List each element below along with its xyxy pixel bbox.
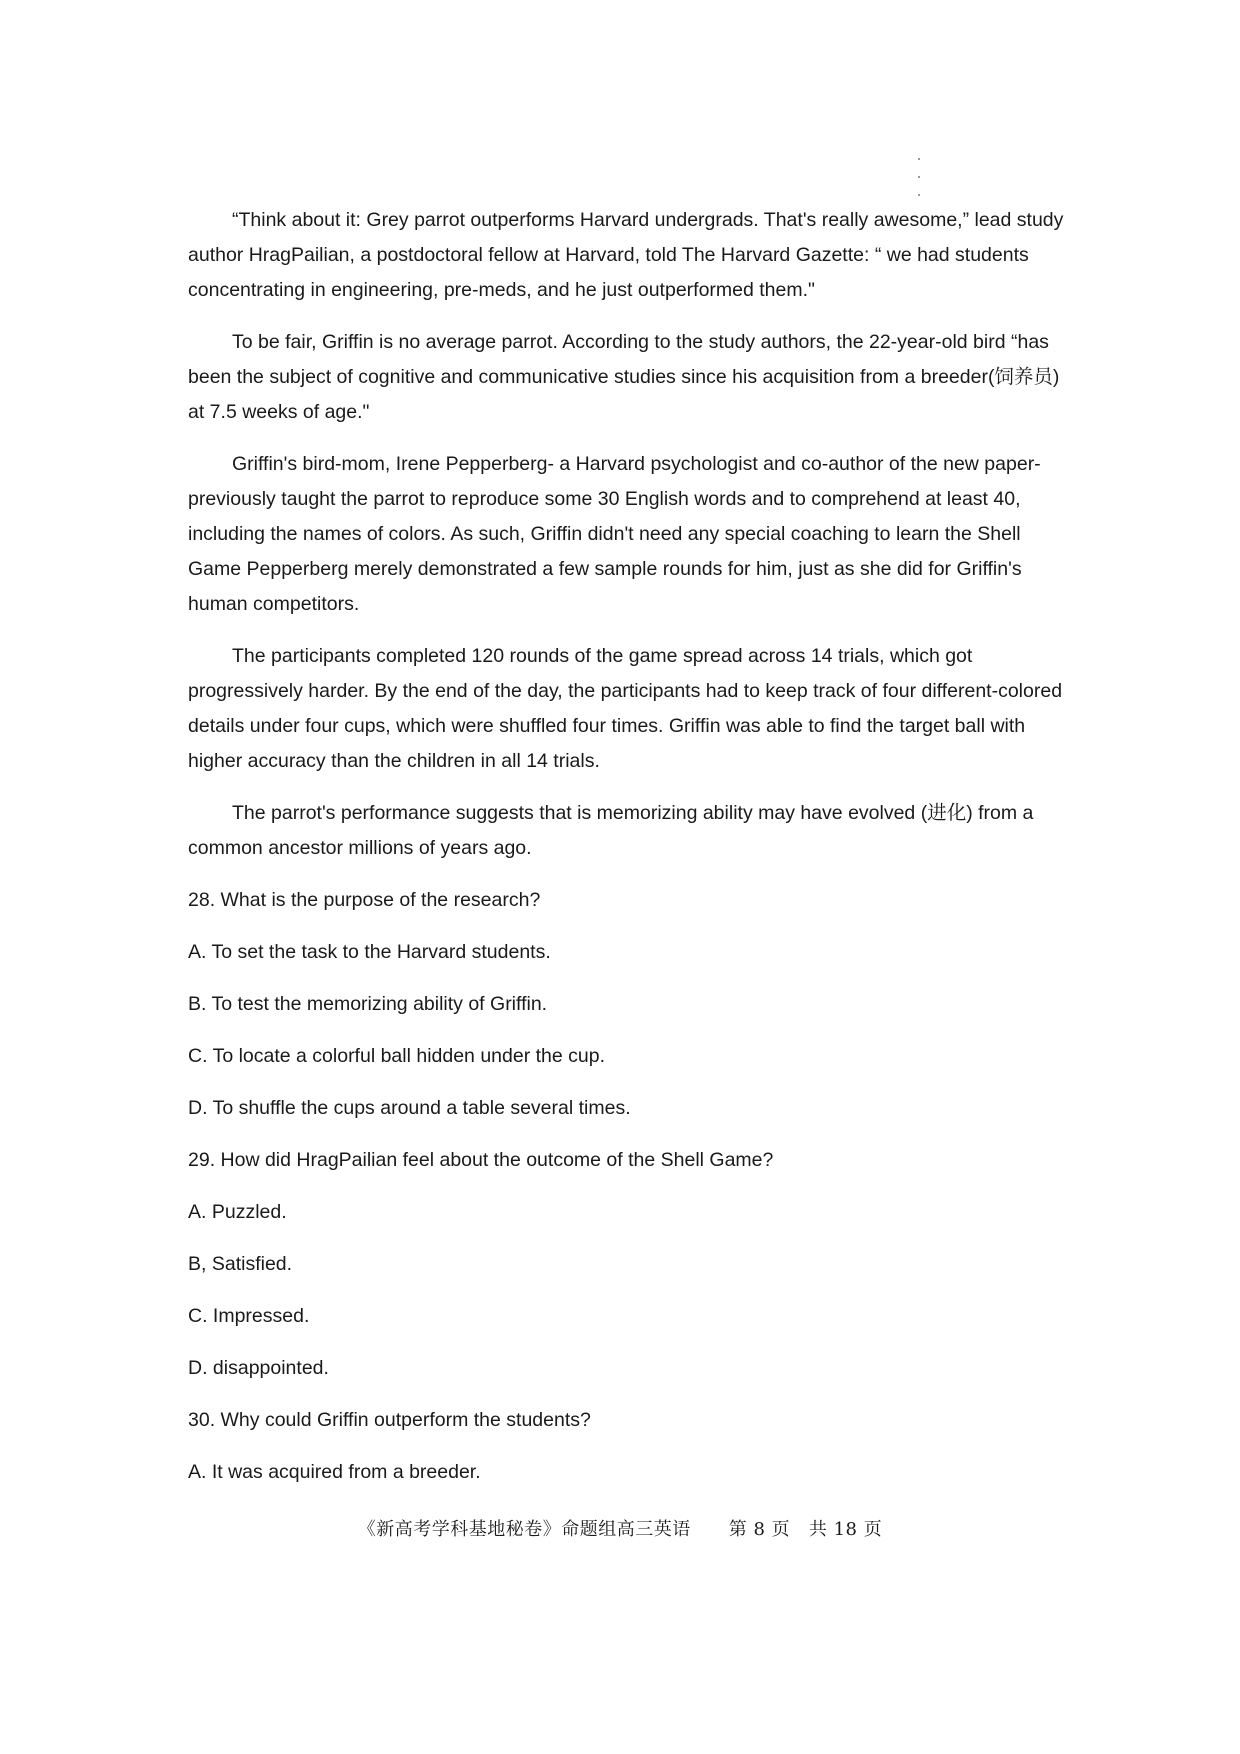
question-28-stem: 28. What is the purpose of the research? [188,889,541,911]
passage-paragraph-4: The participants completed 120 rounds of the game spread across 14 trials, which got progressively harder. By the end of the day, the participants had to keep track of four different-colored details under four cups, which were shuffled four times. Griffin was able to find the target ball with higher accuracy than the children in all 14 trials. [188,645,1063,772]
page-footer [0,1515,1240,1541]
question-30-stem: 30. Why could Griffin outperform the students? [188,1409,591,1431]
question-29-stem: 29. How did HragPailian feel about the outcome of the Shell Game? [188,1149,774,1171]
footer-total-pages: 共 18 页 [808,1519,883,1540]
passage-paragraph-5: The parrot's performance suggests that is memorizing ability may have evolved (进化) from a common ancestor millions of years ago. [188,802,1034,859]
page-content [188,203,1068,1507]
passage-paragraph-2: To be fair, Griffin is no average parrot. According to the study authors, the 22-year-old bird “has been the subject of cognitive and communicative studies since his acquisition from a breeder(饲养员) at 7.5 weeks of age." [188,331,1060,423]
footer-page-number: 第 8 页 [728,1519,791,1540]
question-29-option-d: D. disappointed. [188,1357,329,1379]
question-28-option-c: C. To locate a colorful ball hidden under the cup. [188,1045,605,1067]
question-29-option-c: C. Impressed. [188,1305,310,1327]
passage-paragraph-3: Griffin's bird-mom, Irene Pepperberg- a Harvard psychologist and co-author of the new paper- previously taught the parrot to reproduce some 30 English words and to comprehend at least 40, including the names of colors. As such, Griffin didn't need any special coaching to learn the Shell Game Pepperberg merely demonstrated a few sample rounds for him, just as she did for Griffin's human competitors. [188,453,1041,615]
footer-title: 《新高考学科基地秘卷》命题组高三英语 [357,1519,691,1540]
question-30-option-a: A. It was acquired from a breeder. [188,1461,481,1483]
question-28-option-d: D. To shuffle the cups around a table several times. [188,1097,631,1119]
question-28-option-a: A. To set the task to the Harvard students. [188,941,551,963]
question-29-option-a: A. Puzzled. [188,1201,287,1223]
passage-paragraph-1: “Think about it: Grey parrot outperforms Harvard undergrads. That's really awesome,” lead study author HragPailian, a postdoctoral fellow at Harvard, told The Harvard Gazette: “ we had students concentrating in engineering, pre-meds, and he just outperformed them." [188,209,1064,301]
question-29-option-b: B, Satisfied. [188,1253,293,1275]
question-28-option-b: B. To test the memorizing ability of Griffin. [188,993,548,1015]
